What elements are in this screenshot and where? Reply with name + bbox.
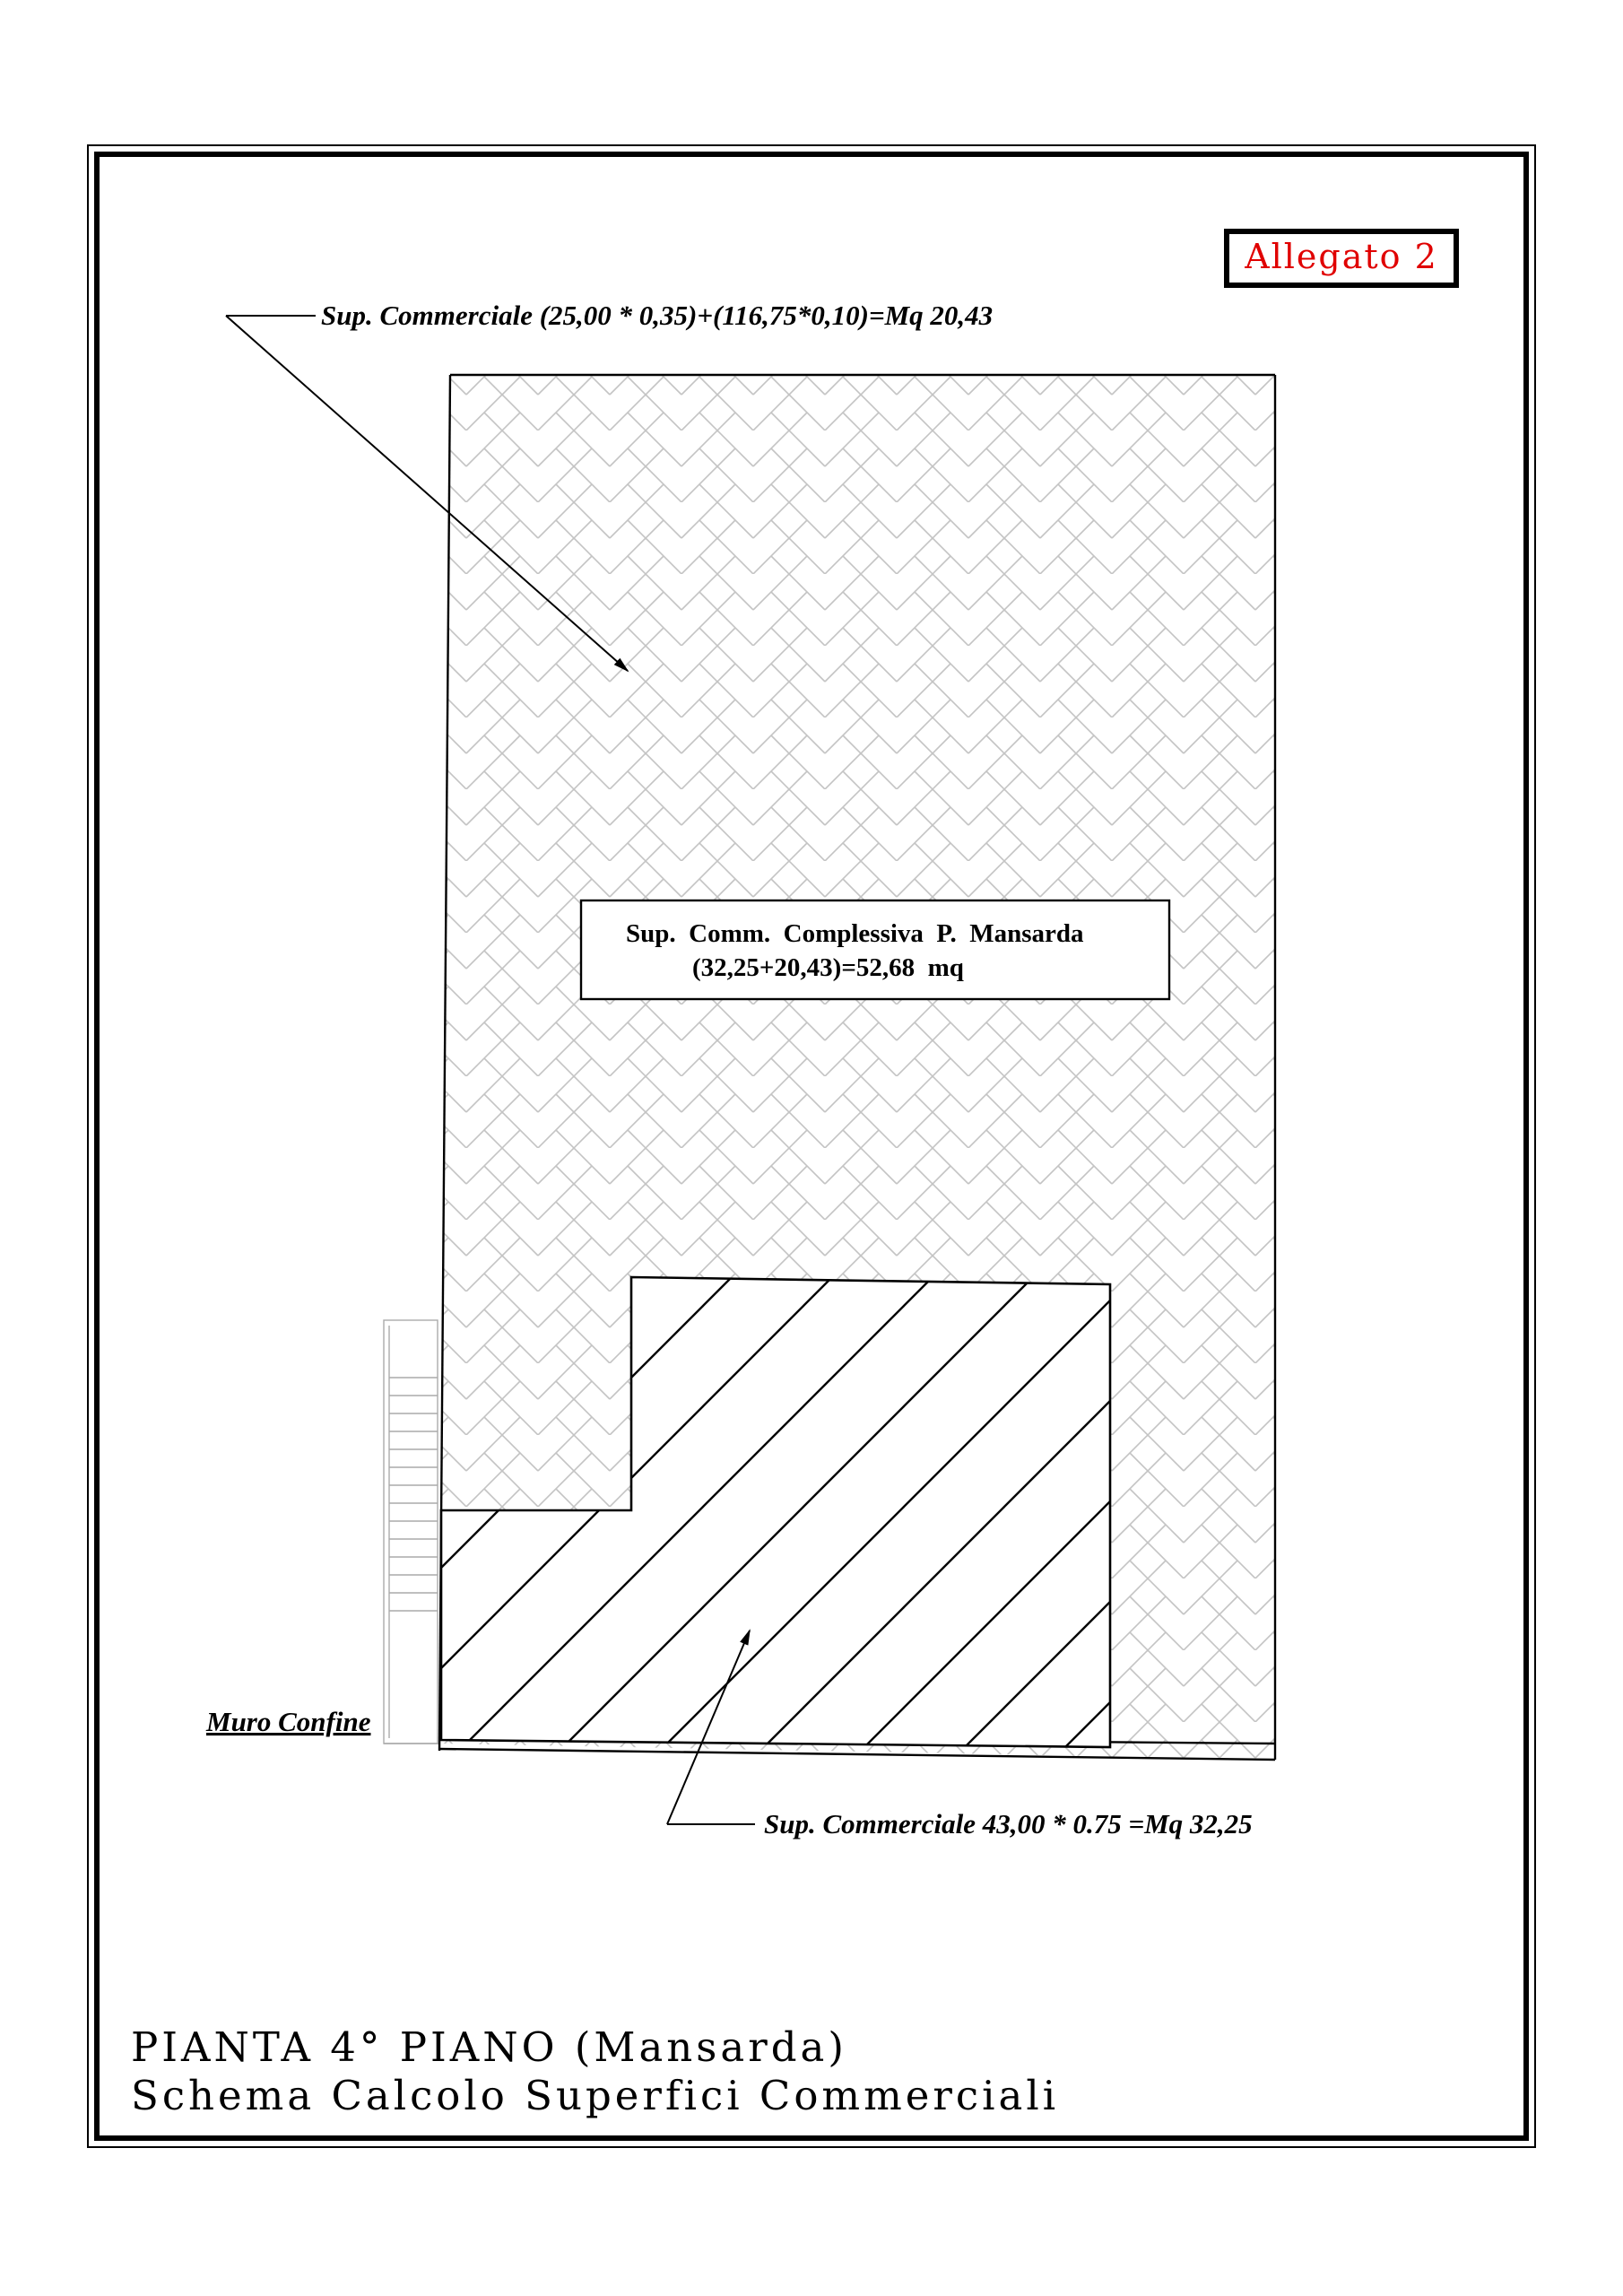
plan-title: PIANTA 4° PIANO (Mansarda) <box>131 2023 847 2071</box>
attachment-label <box>1227 231 1456 285</box>
attachment-label-text: Allegato 2 <box>1245 237 1438 276</box>
plan-subtitle: Schema Calcolo Superfici Commerciali <box>131 2072 1060 2119</box>
top-annotation-text: Sup. Commerciale (25,00 * 0,35)+(116,75*0,10)=Mq 20,43 <box>321 300 994 331</box>
bottom-annotation-text: Sup. Commerciale 43,00 * 0.75 =Mq 32,25 <box>764 1808 1253 1839</box>
stair-strip <box>384 1320 439 1744</box>
wall-label: Muro Confine <box>206 1706 371 1737</box>
summary-box-line2: (32,25+20,43)=52,68 mq <box>692 953 964 982</box>
summary-box-line1: Sup. Comm. Complessiva P. Mansarda <box>626 919 1084 948</box>
summary-box <box>581 900 1169 999</box>
